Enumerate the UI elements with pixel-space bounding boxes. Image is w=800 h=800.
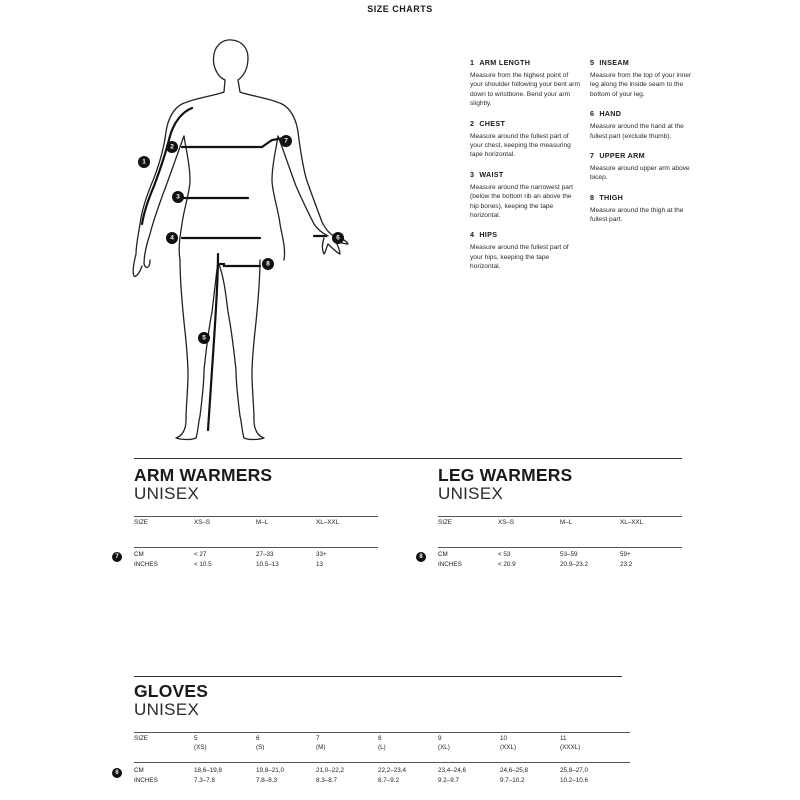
gloves-title: GLOVES <box>134 681 209 701</box>
instruction-title: CHEST <box>479 118 506 128</box>
gloves-subtitle: UNISEX <box>134 700 200 719</box>
svg-text:2: 2 <box>170 143 174 151</box>
instruction-body: Measure around upper arm above bicep. <box>590 165 690 182</box>
arm-warmers-title: ARM WARMERS <box>134 465 273 485</box>
instruction-inseam: 5 INSEAM Measure from the top of your inner leg along the inside seam to the bottom of your leg. <box>590 58 700 99</box>
instruction-thigh: 8 THIGH Measure around the thigh at the fullest part. <box>590 193 700 225</box>
instruction-title: UPPER ARM <box>599 151 645 161</box>
svg-text:8: 8 <box>266 260 270 268</box>
instruction-hand: 6 HAND Measure around the hand at the fullest part (exclude thumb). <box>590 109 700 141</box>
upper-arm-marker: 7 <box>112 552 122 562</box>
instruction-body: Measure around the hand at the fullest part (exclude thumb). <box>590 123 684 140</box>
marker-1 <box>138 156 150 168</box>
instructions-right <box>590 58 700 235</box>
hand-marker: 6 <box>112 768 122 778</box>
leg-warmers-table: SIZE XS–S M–L XL–XXL 8 CM < 53 53–59 59+ INCHES < 20.9 20.9–23.2 23.2 <box>416 516 686 576</box>
instruction-title: THIGH <box>599 192 624 202</box>
leg-warmers-section <box>438 466 572 515</box>
marker-2 <box>166 141 178 153</box>
instruction-body: Measure around the thigh at the fullest part. <box>590 206 684 224</box>
svg-text:7: 7 <box>284 137 288 145</box>
instruction-body: Measure around the narrowest part (below the bottom rib an above the hip bones), keeping the tape horizontal. <box>470 183 573 220</box>
marker-4 <box>166 232 178 244</box>
marker-6 <box>332 232 344 244</box>
marker-7 <box>280 135 292 147</box>
instruction-title: WAIST <box>479 169 504 179</box>
instruction-title: ARM LENGTH <box>479 58 531 67</box>
instruction-body: Measure around the fullest part of your hips, keeping the tape horizontal. <box>470 244 569 271</box>
instruction-title: HAND <box>599 109 622 119</box>
inseam-line <box>208 254 218 430</box>
instruction-upper-arm: 7 UPPER ARM Measure around upper arm above bicep. <box>590 151 700 183</box>
marker-3 <box>172 191 184 203</box>
thigh-marker: 8 <box>416 552 426 562</box>
svg-text:3: 3 <box>176 193 180 201</box>
section-divider <box>134 458 682 459</box>
instruction-chest: 2 CHEST Measure around the fullest part of your chest, keeping the measuring tape horizontal. <box>470 119 580 160</box>
instruction-title: HIPS <box>479 230 498 240</box>
marker-5 <box>198 332 210 344</box>
figure-torso <box>133 80 334 276</box>
section-divider <box>134 676 622 677</box>
instruction-arm-length: 1 ARM LENGTH Measure from the highest point of your shoulder following your bent arm down to wristbone. Bend your arm slightly. <box>470 58 580 108</box>
marker-8 <box>262 258 274 270</box>
instruction-body: Measure around the fullest part of your chest, keeping the measuring tape horizontal. <box>470 132 571 159</box>
instruction-hips: 4 HIPS Measure around the fullest part of your hips, keeping the tape horizontal. <box>470 230 580 271</box>
svg-text:4: 4 <box>170 234 174 242</box>
body-figure <box>120 40 360 450</box>
arm-warmers-section <box>134 466 272 515</box>
svg-text:5: 5 <box>202 334 206 342</box>
arm-warmers-subtitle: UNISEX <box>134 484 200 503</box>
page-title: SIZE CHARTS <box>367 4 433 14</box>
instruction-body: Measure from the top of your inner leg along the inside seam to the bottom of your leg. <box>590 72 692 98</box>
leg-warmers-subtitle: UNISEX <box>438 484 504 503</box>
instruction-body: Measure from the highest point of your shoulder following your bent arm down to wristbone. Bend your arm slightly. <box>470 72 580 108</box>
instruction-title: INSEAM <box>599 58 630 67</box>
svg-text:6: 6 <box>336 234 340 242</box>
instruction-waist: 3 WAIST Measure around the narrowest part (below the bottom rib an above the hip bones), keeping the tape horizontal. <box>470 170 580 221</box>
figure-head <box>213 40 248 80</box>
thigh-line <box>220 264 260 266</box>
instructions-left <box>470 58 580 282</box>
figure-legs <box>176 260 264 440</box>
gloves-table: SIZE 5 6 7 8 9 10 11 (XS) (S) (M) (L) (XL) (XXL) (XXXL) 6 CM 18,6–19,8 19,8–21,0 21,0–22,2 22,2–23,4 23,4–24,6 24,6–25,8 25,8–27,0 INCHES 7.3–7.8 7.8–8.3 8.3–8.7 8.7–9.2 9.2–9.7 9.7–10.2 10.2–10.6 <box>112 732 632 798</box>
body-diagram <box>120 40 360 450</box>
arm-warmers-table: SIZE XS–S M–L XL–XXL 7 CM < 27 27–33 33+ INCHES < 10.5 10.5–13 13 <box>112 516 382 576</box>
leg-warmers-title: LEG WARMERS <box>438 465 573 485</box>
gloves-section <box>134 682 208 731</box>
svg-text:1: 1 <box>142 158 146 166</box>
